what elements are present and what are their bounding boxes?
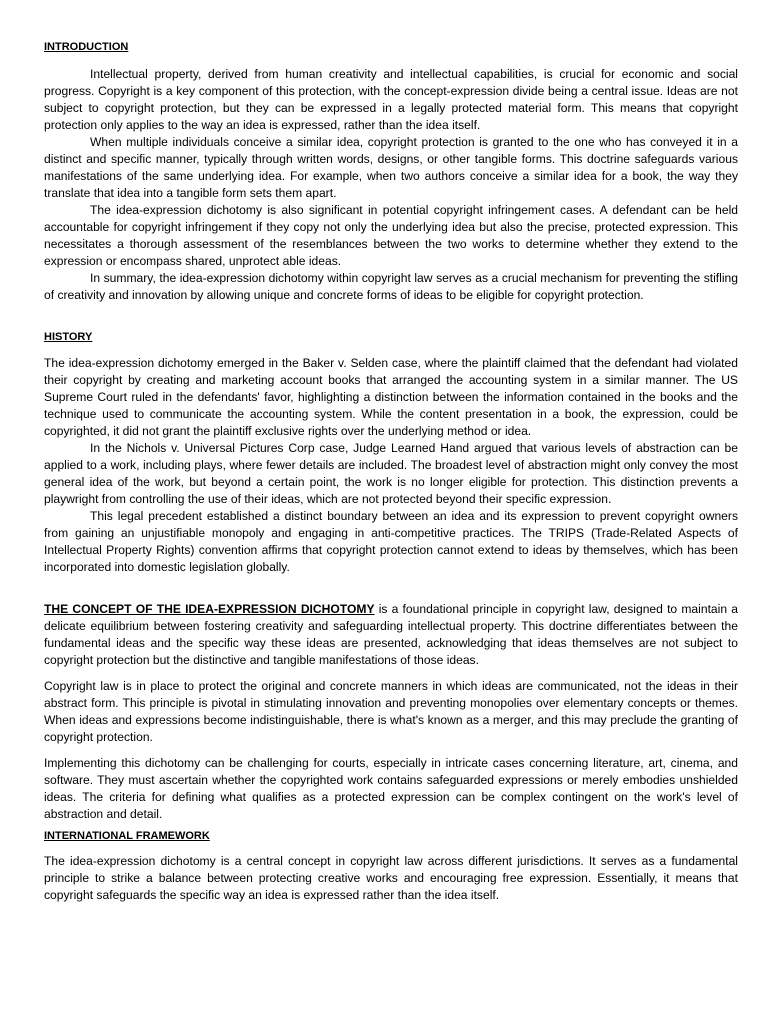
- international-paragraph: The idea-expression dichotomy is a central concept in copyright law across different jurisdictions. It serves as a fundamental principle to strike a balance between protecting creative works and encouraging free expression. Essentially, it means that copyright safeguards the specific way an idea is expressed rather than the idea itself.: [44, 854, 738, 902]
- history-heading: HISTORY: [44, 331, 93, 343]
- history-paragraph: In the Nichols v. Universal Pictures Corp case, Judge Learned Hand argued that various levels of abstraction can be applied to a work, including plays, where fewer details are included. The broadest level of abstraction might only convey the most general idea of the work, but beyond a certain point, the work is no longer eligible for protection. This distinction prevents a playwright from controlling the use of their ideas, which are not protected beyond their specific expression.: [44, 441, 738, 506]
- international-heading: INTERNATIONAL FRAMEWORK: [44, 830, 210, 842]
- concept-lead-paragraph: [44, 601, 738, 669]
- history-paragraph: This legal precedent established a distinct boundary between an idea and its expression to prevent copyright owners from gaining an unjustifiable monopoly and engaging in anti-competitive practices. The TRIPS (Trade-Related Aspects of Intellectual Property Rights) convention affirms that copyright protection cannot extend to ideas by themselves, which has been incorporated into domestic legislation globally.: [44, 509, 738, 574]
- concept-lead-text: is a foundational principle in copyright law, designed to maintain a delicate equilibrium between fostering creativity and safeguarding intellectual property. This doctrine differentiates between the fundamental ideas and the specific way these ideas are presented, acknowledging that ideas themselves are not subject to copyright protection but the distinctive and tangible manifestations of those ideas.: [44, 602, 738, 667]
- concept-paragraph: Implementing this dichotomy can be challenging for courts, especially in intricate cases concerning literature, art, cinema, and software. They must ascertain whether the copyrighted work contains safeguarded expressions or merely embodies unshielded ideas. The criteria for defining what qualifies as a protected expression can be complex contingent on the work's level of abstraction and detail.: [44, 756, 738, 821]
- introduction-paragraph: In summary, the idea-expression dichotomy within copyright law serves as a crucial mechanism for preventing the stifling of creativity and innovation by allowing unique and concrete forms of ideas to be eligible for copyright protection.: [44, 271, 738, 302]
- concept-paragraph: Copyright law is in place to protect the original and concrete manners in which ideas are communicated, not the ideas in their abstract form. This principle is pivotal in stimulating innovation and preventing monopolies over elementary concepts or themes. When ideas and expressions become indistinguishable, there is what's known as a merger, and this may preclude the granting of copyright protection.: [44, 679, 738, 744]
- history-paragraph: The idea-expression dichotomy emerged in the Baker v. Selden case, where the plaintiff claimed that the defendant had violated their copyright by creating and marketing account books that arranged the accounting system in a similar manner. The US Supreme Court ruled in the defendants' favor, highlighting a distinction between the information contained in the books and the technique used to communicate the accounting system. While the content presentation in a book, the expression, could be copyrighted, it did not grant the plaintiff exclusive rights over the underlying method or idea.: [44, 356, 738, 438]
- introduction-paragraph: Intellectual property, derived from human creativity and intellectual capabilities, is crucial for economic and social progress. Copyright is a key component of this protection, with the concept-expression divide being a central issue. Ideas are not subject to copyright protection, but they can be expressed in a legally protected material form. This means that copyright protection only applies to the way an idea is expressed, rather than the idea itself.: [44, 67, 738, 132]
- concept-heading: THE CONCEPT OF THE IDEA-EXPRESSION DICHOTOMY: [44, 602, 375, 616]
- introduction-heading: INTRODUCTION: [44, 41, 129, 53]
- introduction-paragraph: The idea-expression dichotomy is also significant in potential copyright infringement cases. A defendant can be held accountable for copyright infringement if they copy not only the underlying idea but also the precise, protected expression. This necessitates a thorough assessment of the resemblances between the two works to determine whether they extend to the expression or encompass shared, unprotect able ideas.: [44, 203, 738, 268]
- introduction-paragraph: When multiple individuals conceive a similar idea, copyright protection is granted to the one who has conveyed it in a distinct and specific manner, typically through written words, designs, or other tangible forms. This doctrine safeguards various manifestations of the same underlying idea. For example, when two authors conceive a similar idea for a book, the way they translate that idea into a tangible form sets them apart.: [44, 135, 738, 200]
